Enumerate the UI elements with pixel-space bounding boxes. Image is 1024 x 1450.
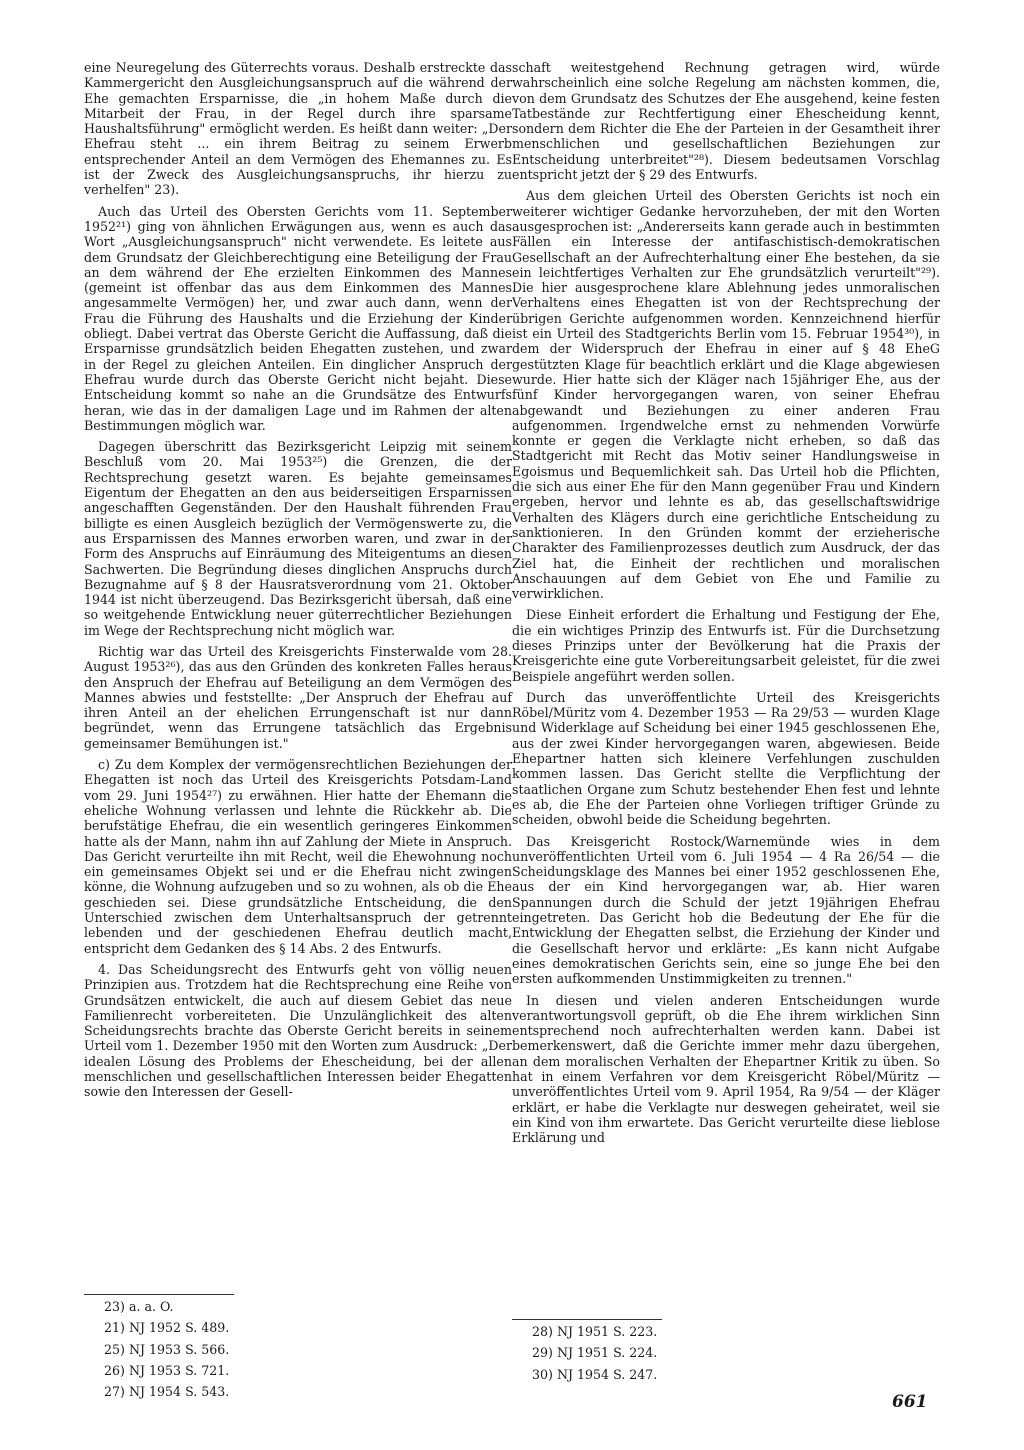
footnote: 29) NJ 1951 S. 224. bbox=[532, 1345, 658, 1361]
paragraph: Aus dem gleichen Urteil des Obersten Gerichts ist noch ein weiterer wichtiger Gedanke hervorzuheben, der mit den Worten ausgesprochen ist: „Andererseits kann gerade auch in bestimmten Fällen ein Interesse der antifaschistisch-demokratischen Gesellschaft an der Aufrechterhaltung einer Ehe bestehen, da sie ein leichtfertiges Verhalten zur Ehe grundsätzlich verurteilt"²⁹). Die hier ausgesprochene klare Ablehnung jedes unmoralischen Verhaltens eines Ehegatten ist von der Rechtsprechung der übrigen Gerichte aufgenommen worden. Kennzeichnend hierfür ist ein Urteil des Stadtgerichts Berlin vom 15. Februar 1954³⁰), in dem der Widerspruch der Ehefrau in einer auf § 48 EheG gestützten Klage für beachtlich erklärt und die Klage abgewiesen wurde. Hier hatte sich der Kläger nach 15jähriger Ehe, aus der fünf Kinder hervorgegangen waren, von seiner Ehefrau abgewandt und Beziehungen zu einer anderen Frau aufgenommen. Irgendwelche ernst zu nehmenden Vorwürfe konnte er gegen die Verklagte nicht erheben, so daß das Stadtgericht mit Recht das Motiv seiner Handlungsweise in Egoismus und Bequemlichkeit sah. Das Urteil hob die Pflichten, die sich aus einer Ehe für den Mann gegenüber Frau und Kindern ergeben, hervor und lehnte es ab, das gesellschaftswidrige Verhalten des Klägers durch eine gerichtliche Entscheidung zu sanktionieren. In den Gründen kommt der erzieherische Charakter des Familienprozesses deutlich zum Ausdruck, der das Ziel hat, die Einheit der rechtlichen und moralischen Anschauungen auf dem Gebiet von Ehe und Familie zu verwirklichen. bbox=[512, 188, 940, 602]
paragraph: Diese Einheit erfordert die Erhaltung und Festigung der Ehe, die ein wichtiges Prinzip des Entwurfs ist. Für die Durchsetzung dieses Prinzips unter der Bevölkerung hat die Praxis der Kreisgerichte eine gute Vorbereitungsarbeit geleistet, für die zwei Beispiele angeführt werden sollen. bbox=[512, 607, 940, 684]
paragraph: Richtig war das Urteil des Kreisgerichts Finsterwalde vom 28. August 1953²⁶), das aus den Gründen des konkreten Falles heraus den Anspruch der Ehefrau auf Beteiligung an dem Vermögen des Mannes abwies und feststellte: „Der Anspruch der Ehefrau auf ihren Anteil an der ehelichen Errungenschaft ist nur dann begründet, wenn das Errungene tatsächlich das Ergebnis gemeinsamer Bemühungen ist." bbox=[84, 643, 512, 751]
left-column bbox=[84, 60, 512, 1400]
page-number: 661 bbox=[892, 1392, 928, 1412]
footnotes-left bbox=[84, 1280, 234, 1405]
footnote: 23) a. a. O. bbox=[104, 1299, 174, 1314]
footnote: 28) NJ 1951 S. 223. bbox=[532, 1324, 658, 1339]
paragraph: Auch das Urteil des Obersten Gerichts vom 11. September 1952²¹) ging von ähnlichen Erwägungen aus, wenn es auch das Wort „Ausgleichungsanspruch" nicht verwendete. Es leitete aus dem Grundsatz der Gleichberechtigung eine Beteiligung der Frau an dem während der Ehe erzielten Einkommen des Mannes (gemeint ist offenbar das aus dem Einkommen des Mannes angesammelte Vermögen) her, und zwar auch dann, wenn der Frau die Führung des Haushalts und die Erziehung der Kinder obliegt. Dabei vertrat das Oberste Gericht die Auffassung, daß die Ersparnisse grundsätzlich beiden Ehegatten zustehen, und zwar in der Regel zu gleichen Anteilen. Ein dinglicher Anspruch der Ehefrau wurde durch das Oberste Gericht nicht bejaht. Diese Entscheidung kommt so nahe an die Grundsätze des Entwurfs heran, wie das in der damaligen Lage und im Rahmen der alten Bestimmungen möglich war. bbox=[84, 203, 512, 433]
paragraph: schaft weitestgehend Rechnung getragen wird, würde wahrscheinlich eine solche Regelung am nächsten kommen, die, von dem Grundsatz des Schutzes der Ehe ausgehend, keine festen Tatbestände zur Rechtfertigung einer Ehescheidung kennt, sondern dem Richter die Ehe der Parteien in der Gesamtheit ihrer menschlichen und gesellschaftlichen Beziehungen zur Entscheidung unterbreitet"²⁸). Diesem bedeutsamen Vorschlag entspricht jetzt der § 29 des Entwurfs. bbox=[512, 60, 940, 183]
paragraph: In diesen und vielen anderen Entscheidungen wurde verantwortungsvoll geprüft, ob die Ehe ihrem wirklichen Sinn entsprechend noch aufrechterhalten werden kann. Dabei ist bemerkenswert, daß die Gerichte immer mehr dazu übergehen, an dem moralischen Verhalten der Ehepartner Kritik zu üben. So hat in einem Verfahren vor dem Kreisgericht Röbel/Müritz — unveröffentlichtes Urteil vom 9. April 1954, Ra 9/54 — der Kläger erklärt, er habe die Verklagte nur deswegen geheiratet, weil sie ein Kind von ihm erwartete. Das Gericht verurteilte diese lieblose Erklärung und bbox=[512, 992, 940, 1146]
paragraph: c) Zu dem Komplex der vermögensrechtlichen Beziehungen der Ehegatten ist noch das Urteil des Kreisgerichts Potsdam-Land vom 29. Juni 1954²⁷) zu erwähnen. Hier hatte der Ehemann die eheliche Wohnung verlassen und lehnte die Rückkehr ab. Die berufstätige Ehefrau, die ein wesentlich geringeres Einkommen hatte als der Mann, nahm ihn auf Zahlung der Miete in Anspruch. Das Gericht verurteilte ihn mit Recht, weil die Ehewohnung noch ein gemeinsames Objekt sei und er die Ehefrau nicht zwingen könne, die Wohnung aufzugeben und so zu wohnen, als ob die Ehe geschieden sei. Diese grundsätzliche Entscheidung, die den Unterschied zwischen dem Unterhaltsanspruch der getrennt lebenden und der geschiedenen Ehefrau deutlich macht, entspricht dem Gedanken des § 14 Abs. 2 des Entwurfs. bbox=[84, 757, 512, 956]
footnotes-right bbox=[512, 1305, 662, 1388]
footnote: 25) NJ 1953 S. 566. bbox=[104, 1341, 230, 1357]
footnote: 27) NJ 1954 S. 543. bbox=[104, 1384, 230, 1400]
footnote: 26) NJ 1953 S. 721. bbox=[104, 1362, 230, 1378]
footnote: 21) NJ 1952 S. 489. bbox=[104, 1320, 230, 1336]
footnote-divider bbox=[84, 1294, 234, 1295]
paragraph: Durch das unveröffentlichte Urteil des Kreisgerichts Röbel/Müritz vom 4. Dezember 1953 — Ra 29/53 — wurden Klage und Widerklage auf Scheidung bei einer 1945 geschlossenen Ehe, aus der zwei Kinder hervorgegangen waren, abgewiesen. Beide Ehepartner hatten sich kleinere Verfehlungen zuschulden kommen lassen. Das Gericht stellte die Verpflichtung der staatlichen Organe zum Schutz bestehender Ehen fest und lehnte es ab, die Ehe der Parteien ohne Vorliegen triftiger Gründe zu scheiden, obwohl beide die Scheidung begehrten. bbox=[512, 689, 940, 828]
footnote: 30) NJ 1954 S. 247. bbox=[532, 1366, 658, 1382]
paragraph: eine Neuregelung des Güterrechts voraus. Deshalb erstreckte das Kammergericht den Ausgleichungsanspruch auf die während der Ehe gemachten Ersparnisse, die „in hohem Maße durch die Mitarbeit der Frau, in der Regel durch ihre sparsame Haushaltsführung" ermöglicht werden. Es heißt dann weiter: „Der Ehefrau steht ... ein ihrem Beitrag zu seinem Erwerb entsprechender Anteil an dem Vermögen des Ehemannes zu. Es ist der Zweck des Ausgleichungsanspruchs, ihr hierzu zu verhelfen" 23). bbox=[84, 60, 512, 198]
paragraph: 4. Das Scheidungsrecht des Entwurfs geht von völlig neuen Prinzipien aus. Trotzdem hat die Rechtsprechung eine Reihe von Grundsätzen entwickelt, die auch auf diesem Gebiet das neue Familienrecht vorbereiteten. Die Unzulänglichkeit des alten Scheidungsrechts brachte das Oberste Gericht bereits in seinem Urteil vom 1. Dezember 1950 mit den Worten zum Ausdruck: „Der idealen Lösung des Problems der Ehescheidung, bei der allen menschlichen und gesellschaftlichen Interessen beider Ehegatten sowie den Interessen der Gesell- bbox=[84, 961, 512, 1100]
footnote-divider bbox=[512, 1319, 662, 1320]
paragraph: Dagegen überschritt das Bezirksgericht Leipzig mit seinem Beschluß vom 20. Mai 1953²⁵) die Grenzen, die der Rechtsprechung gesetzt waren. Es bejahte gemeinsames Eigentum der Ehegatten an den aus beiderseitigen Ersparnissen angeschafften Gegenständen. Der den Haushalt führenden Frau billigte es einen Ausgleich bezüglich der Vermögenswerte zu, die aus Ersparnissen des Mannes erworben waren, und zwar in der Form des Anspruchs auf Einräumung des Miteigentums an diesen Sachwerten. Die Begründung dieses dinglichen Anspruchs durch Bezugnahme auf § 8 der Hausratsverordnung vom 21. Oktober 1944 ist nicht überzeugend. Das Bezirksgericht übersah, daß eine so weitgehende Entwicklung neuer güterrechtlicher Beziehungen im Wege der Rechtsprechung nicht möglich war. bbox=[84, 439, 512, 638]
paragraph: Das Kreisgericht Rostock/Warnemünde wies in dem unveröffentlichten Urteil vom 6. Juli 1954 — 4 Ra 26/54 — die Scheidungsklage des Mannes bei einer 1952 geschlossenen Ehe, aus der ein Kind hervorgegangen war, ab. Hier waren Spannungen durch die Schuld der jetzt 19jährigen Ehefrau eingetreten. Das Gericht hob die Bedeutung der Ehe für die Entwicklung der Ehegatten selbst, die Erziehung der Kinder und die Gesellschaft hervor und erklärte: „Es kann nicht Aufgabe eines demokratischen Gerichts sein, eine so junge Ehe bei den ersten aufkommenden Unstimmigkeiten zu trennen." bbox=[512, 833, 940, 987]
right-column bbox=[512, 60, 940, 1382]
